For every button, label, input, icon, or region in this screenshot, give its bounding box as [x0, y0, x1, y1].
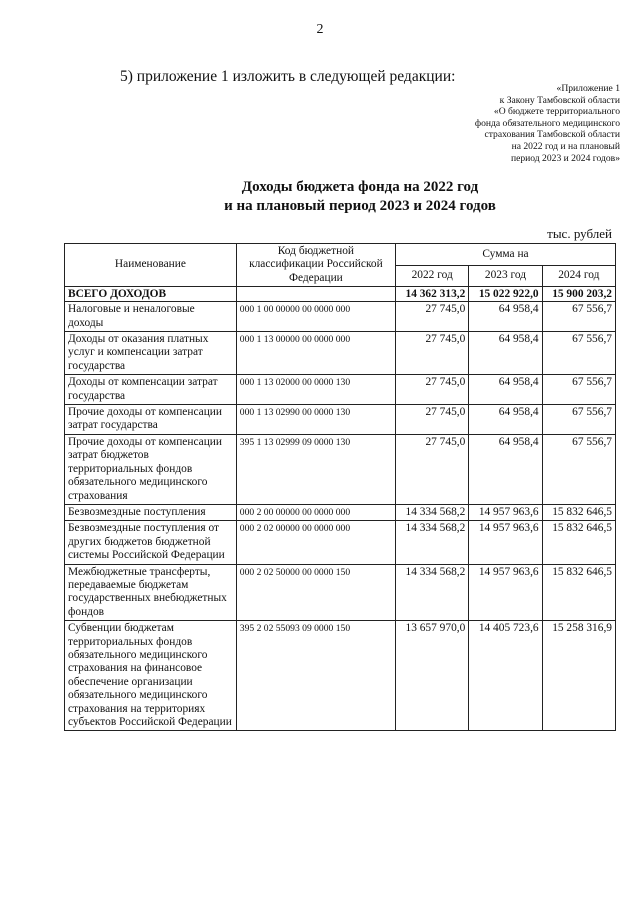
row-value-2024: 67 556,7: [542, 434, 615, 504]
header-code: Код бюджетной классификации Российской Федерации: [236, 244, 395, 287]
page-number: 2: [316, 22, 324, 37]
total-code: [236, 287, 395, 302]
row-code: 000 1 00 00000 00 0000 000: [236, 302, 395, 332]
row-value-2024: 67 556,7: [542, 302, 615, 332]
row-value-2024: 15 258 316,9: [542, 621, 615, 731]
title-line: и на плановый период 2023 и 2024 годов: [224, 198, 496, 214]
row-value-2024: 67 556,7: [542, 332, 615, 375]
row-code: 395 2 02 55093 09 0000 150: [236, 621, 395, 731]
table-row: [65, 564, 616, 621]
document-title: [0, 178, 640, 216]
header-sum: Сумма на: [396, 244, 616, 266]
row-code: 000 2 00 00000 00 0000 000: [236, 504, 395, 520]
table-row: [65, 302, 616, 332]
units-label: тыс. рублей: [547, 226, 612, 241]
table-row: [65, 332, 616, 375]
row-value-2023: 64 958,4: [469, 405, 542, 435]
row-name: Безвозмездные поступления: [65, 504, 237, 520]
row-value-2024: 67 556,7: [542, 405, 615, 435]
row-value-2022: 14 334 568,2: [396, 521, 469, 564]
row-value-2024: 15 832 646,5: [542, 521, 615, 564]
row-value-2023: 64 958,4: [469, 434, 542, 504]
revenue-table: [64, 243, 616, 731]
total-2024: 15 900 203,2: [542, 287, 615, 302]
row-name: Субвенции бюджетам территориальных фондов обязательного медицинского страхования на финансовое обеспечение организации обязательного медицинского страхования на территориях субъектов Российской Федерации: [65, 621, 237, 731]
annex-reference: [380, 83, 620, 164]
table-row: [65, 521, 616, 564]
total-2022: 14 362 313,2: [396, 287, 469, 302]
table-row: [65, 375, 616, 405]
annex-line: период 2023 и 2024 годов»: [510, 152, 620, 164]
table-header-row: [65, 244, 616, 266]
row-name: Прочие доходы от компенсации затрат государства: [65, 405, 237, 435]
annex-line: «Приложение 1: [556, 83, 620, 94]
annex-line: «О бюджете территориального: [493, 106, 620, 118]
row-value-2024: 15 832 646,5: [542, 564, 615, 621]
row-value-2023: 14 957 963,6: [469, 504, 542, 520]
table-row: [65, 621, 616, 731]
total-label: ВСЕГО ДОХОДОВ: [65, 287, 237, 302]
row-code: 000 1 13 00000 00 0000 000: [236, 332, 395, 375]
row-value-2022: 27 745,0: [396, 375, 469, 405]
table-row: [65, 434, 616, 504]
total-2023: 15 022 922,0: [469, 287, 542, 302]
row-code: 000 2 02 00000 00 0000 000: [236, 521, 395, 564]
header-year-2022: 2022 год: [396, 265, 469, 287]
total-row: [65, 287, 616, 302]
row-code: 395 1 13 02999 09 0000 130: [236, 434, 395, 504]
row-value-2024: 15 832 646,5: [542, 504, 615, 520]
annex-line: фонда обязательного медицинского: [474, 117, 620, 129]
row-name: Налоговые и неналоговые доходы: [65, 302, 237, 332]
row-name: Прочие доходы от компенсации затрат бюджетов территориальных фондов обязательного медицинского страхования: [65, 434, 237, 504]
table-row: [65, 504, 616, 520]
row-value-2023: 64 958,4: [469, 375, 542, 405]
row-value-2022: 14 334 568,2: [396, 504, 469, 520]
row-value-2023: 14 405 723,6: [469, 621, 542, 731]
row-name: Доходы от оказания платных услуг и компенсации затрат государства: [65, 332, 237, 375]
row-code: 000 1 13 02000 00 0000 130: [236, 375, 395, 405]
header-name: Наименование: [65, 244, 237, 287]
row-code: 000 2 02 50000 00 0000 150: [236, 564, 395, 621]
row-value-2022: 14 334 568,2: [396, 564, 469, 621]
row-value-2022: 27 745,0: [396, 405, 469, 435]
annex-line: страхования Тамбовской области: [484, 129, 620, 141]
row-value-2023: 14 957 963,6: [469, 564, 542, 621]
row-value-2023: 64 958,4: [469, 332, 542, 375]
row-code: 000 1 13 02990 00 0000 130: [236, 405, 395, 435]
row-name: Доходы от компенсации затрат государства: [65, 375, 237, 405]
row-name: Межбюджетные трансферты, передаваемые бюджетам государственных внебюджетных фондов: [65, 564, 237, 621]
annex-line: на 2022 год и на плановый: [511, 140, 620, 152]
table-row: [65, 405, 616, 435]
row-value-2022: 13 657 970,0: [396, 621, 469, 731]
annex-line: к Закону Тамбовской области: [499, 94, 620, 106]
row-value-2023: 14 957 963,6: [469, 521, 542, 564]
row-value-2022: 27 745,0: [396, 434, 469, 504]
header-year-2024: 2024 год: [542, 265, 615, 287]
row-value-2022: 27 745,0: [396, 332, 469, 375]
row-name: Безвозмездные поступления от других бюджетов бюджетной системы Российской Федерации: [65, 521, 237, 564]
intro-text: 5) приложение 1 изложить в следующей редакции:: [120, 68, 456, 85]
row-value-2024: 67 556,7: [542, 375, 615, 405]
header-year-2023: 2023 год: [469, 265, 542, 287]
row-value-2022: 27 745,0: [396, 302, 469, 332]
title-line: Доходы бюджета фонда на 2022 год: [241, 179, 479, 195]
row-value-2023: 64 958,4: [469, 302, 542, 332]
